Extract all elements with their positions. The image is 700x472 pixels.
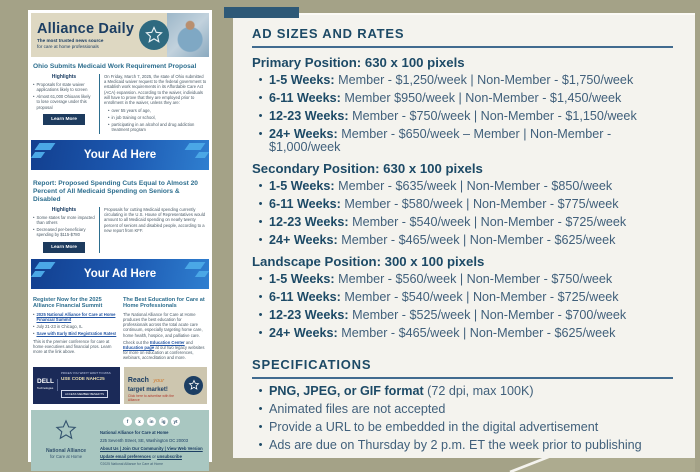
highlight-item: • Almost 61,000 Ohioans likely to lose coverage under this proposal <box>33 94 95 110</box>
highlight-item: • Decreased per-beneficiary spending by $115-$780 <box>33 227 95 237</box>
spec-row: • Provide a URL to be embedded in the digital advertisement <box>252 421 673 434</box>
bullet-icon: • <box>258 421 263 433</box>
ad-banner-label: Your Ad Here <box>83 149 157 162</box>
article-1 <box>33 74 207 135</box>
education-center-link[interactable]: Education Center <box>150 339 185 345</box>
highlight-item: • Some states far more impacted than others <box>33 215 95 225</box>
summit-text: This is the premier conference for care at home executives and financial pros. Learn more at the link above. <box>33 338 112 354</box>
advertise-cta-link[interactable]: Click here to advertise with the Alliance <box>127 394 175 403</box>
banner-chevron-icon <box>195 152 209 158</box>
banner-chevron-icon <box>35 262 56 269</box>
social-icons-row <box>100 417 203 426</box>
banner-chevron-icon <box>31 271 45 277</box>
bullet-icon: • <box>258 74 263 86</box>
bullet-icon: • <box>258 291 263 303</box>
email-preferences-link[interactable]: Update email preferences <box>100 454 151 460</box>
bullet-icon: • <box>258 309 263 321</box>
sponsor-ads-row <box>33 367 207 404</box>
banner-chevron-icon <box>195 271 209 277</box>
spec-row: • Ads are due on Thursday by 2 p.m. ET the week prior to publishing <box>252 439 673 452</box>
banner-chevron-icon <box>185 143 206 150</box>
ad-banner-1[interactable] <box>31 140 209 170</box>
summit-headline: Register Now for the 2025 Alliance Financial Summit <box>33 296 103 310</box>
highlight-item: • Proposals for state waiver applications likely to screen <box>33 82 95 92</box>
footer-address: 225 Seventh Street, SE, Washington DC 20003 <box>100 438 189 444</box>
alliance-star-logo-icon <box>139 20 169 50</box>
ad-rates-panel <box>233 13 695 458</box>
youtube-icon[interactable]: yt <box>171 417 180 426</box>
rate-row: • 12-23 Weeks: Member - $540/week | Non-Member - $725/week <box>252 216 673 229</box>
rate-row: • 1-5 Weeks: Member - $560/week | Non-Member - $750/week <box>252 273 673 286</box>
section-heading-secondary: Secondary Position: 630 x 100 pixels <box>252 161 483 176</box>
your-word: your <box>153 377 165 384</box>
newsletter-title: Alliance Daily <box>37 20 135 37</box>
nurse-photo <box>167 13 209 57</box>
newsletter-preview <box>28 10 212 467</box>
linkedin-icon[interactable]: in <box>147 417 156 426</box>
footer-logo-line1: National Alliance <box>45 448 87 455</box>
rate-row: • 6-11 Weeks: Member - $580/week | Non-Member - $775/week <box>252 198 673 211</box>
dell-ad-button[interactable]: ACCESS MEMBER BENEFITS <box>61 390 108 398</box>
banner-chevron-icon <box>31 152 45 158</box>
footer-logo-line2: for Care at Home <box>49 454 83 460</box>
rates-divider <box>252 46 673 48</box>
accent-bar <box>224 7 299 18</box>
newsletter-footer: National Alliance for Care at Home f x in ig yt National Alliance for Care at Home 225 Seventh Street, SE, Washington DC 20003 About Us | Join Our Community | View Web Version Update email preferences or unsubscribe ©2025 National Alliance for Care at Home <box>31 410 209 471</box>
section-heading-primary: Primary Position: 630 x 100 pixels <box>252 55 465 70</box>
bullet-icon: • <box>258 403 263 415</box>
article-2-body: Proposals for cutting Medicaid spending currently circulating in the U.S. House of Representatives would amount to all Medicaid spending on nearly twenty percent of seniors and disabled people, according to a new report from KFF. <box>104 206 206 233</box>
article-1-headline: Ohio Submits Medicaid Work Requirement Proposal <box>33 63 197 70</box>
education-page-link[interactable]: Education page <box>123 345 155 350</box>
dell-sponsor-ad[interactable]: DELL Technologies PRICES YOU WON'T WANT TO MISS USE CODE NAHC25 ACCESS MEMBER BENEFITS <box>33 367 120 404</box>
reach-word: Reach <box>127 376 149 384</box>
article-body-bullet: • in job training or school, <box>108 115 207 120</box>
article-2-headline: Report: Proposed Spending Cuts Equal to Almost 20 Percent of All Medicaid Spending on Seniors & Disabled <box>33 180 198 203</box>
rate-row: • 12-23 Weeks: Member - $750/week | Non-Member - $1,150/week <box>252 110 673 123</box>
bullet-icon: • <box>258 128 263 140</box>
bullet-icon: • <box>258 198 263 210</box>
alliance-badge-icon <box>184 376 203 395</box>
target-market-text: target market! <box>127 386 168 393</box>
footer-links[interactable]: About Us | Join Our Community | View Web Version <box>100 446 203 452</box>
dell-ad-code: USE CODE NAHC25 <box>60 375 105 381</box>
article-1-body: On Friday, March 7, 2025, the state of Ohio submitted a Medicaid waiver request to the federal government to establish work requirements in its Affordable Care Act (ACA) expansion. According to the waiver, individuals will have to prove that they are employed prior to enrollment in the waiver, unless they are: <box>104 73 207 106</box>
rate-row: • 1-5 Weeks: Member - $635/week | Non-Member - $850/week <box>252 180 673 193</box>
rate-row: • 6-11 Weeks: Member $950/week | Non-Member - $1,450/week <box>252 92 673 105</box>
bottom-articles: Register Now for the 2025 Alliance Financial Summit • 2025 National Alliance for Care at Home Financial Summit • July 21-23 in Chicago, IL • Save with Early Bird Registration Rates! This is the premier conference for care at home executives and financial pros. Learn more at the link above. The Best Education for Care at Home Professionals The National Alliance for Care at Home produces the best education for professionals across the total acute care continuum, especially targeting home care, home health, hospice, and palliative care. Check out the Education Center and Education page at our two legacy websites for more on education at conferences, webinars, accreditation and more. <box>33 297 207 361</box>
newsletter-tagline-1: The most trusted news source <box>37 37 104 43</box>
bullet-icon: • <box>258 439 263 451</box>
rate-row: • 24+ Weeks: Member - $650/week – Member | Non-Member - $1,000/week <box>252 128 673 154</box>
bullet-icon: • <box>258 327 263 339</box>
highlights-title: Highlights <box>51 206 77 213</box>
newsletter-header <box>31 13 209 57</box>
rate-row: • 24+ Weeks: Member - $465/week | Non-Member - $625/week <box>252 327 673 340</box>
article-body-bullet: • over 55 years of age, <box>108 108 207 113</box>
article-2 <box>33 207 207 253</box>
unsubscribe-link[interactable]: unsubscribe <box>157 454 182 460</box>
education-body: The National Alliance for Care at Home produces the best education for professionals across the total acute care continuum, especially targeting home care, home health, hospice, and palliative care. <box>123 311 203 338</box>
newsletter-tagline-2: for care at home professionals <box>37 43 99 49</box>
facebook-icon[interactable]: f <box>123 417 132 426</box>
article-body-bullet: • participating in an alcohol and drug addiction treatment program <box>108 122 207 132</box>
rate-row: • 6-11 Weeks: Member - $540/week | Non-Member - $725/week <box>252 291 673 304</box>
ad-banner-2[interactable] <box>31 259 209 289</box>
bullet-icon: • <box>258 180 263 192</box>
ad-banner-label: Your Ad Here <box>83 267 157 280</box>
spec-row: • PNG, JPEG, or GIF format (72 dpi, max 100K) <box>252 385 673 398</box>
dell-ad-line1: PRICES YOU WON'T WANT TO MISS <box>60 370 111 375</box>
footer-copyright: ©2025 National Alliance for Care at Home <box>100 462 163 467</box>
x-twitter-icon[interactable]: x <box>135 417 144 426</box>
rate-row: • 1-5 Weeks: Member - $1,250/week | Non-Member - $1,750/week <box>252 74 673 87</box>
spec-row: • Animated files are not accepted <box>252 403 673 416</box>
bullet-icon: • <box>258 385 263 397</box>
specs-title: SPECIFICATIONS <box>252 357 372 372</box>
bullet-icon: • <box>258 216 263 228</box>
learn-more-button[interactable]: Learn More <box>43 242 85 253</box>
rate-row: • 24+ Weeks: Member - $465/week | Non-Member - $625/week <box>252 234 673 247</box>
bullet-icon: • <box>258 92 263 104</box>
early-bird-link[interactable]: • Save with Early Bird Registration Rates! <box>36 331 117 337</box>
section-heading-landscape: Landscape Position: 300 x 100 pixels <box>252 254 485 269</box>
highlights-title: Highlights <box>51 73 77 80</box>
summit-link[interactable]: • 2025 National Alliance for Care at Home Financial Summit <box>36 311 116 322</box>
bullet-icon: • <box>258 234 263 246</box>
footer-org-name: National Alliance for Care at Home <box>100 430 169 436</box>
rate-row: • 12-23 Weeks: Member - $525/week | Non-Member - $700/week <box>252 309 673 322</box>
bullet-icon: • <box>258 110 263 122</box>
instagram-icon[interactable]: ig <box>159 417 168 426</box>
dell-logo: DELL <box>37 378 54 386</box>
banner-chevron-icon <box>185 262 206 269</box>
summit-detail: • July 21-23 in Chicago, IL <box>33 324 117 329</box>
specs-divider <box>252 377 673 379</box>
advertise-house-ad[interactable] <box>124 367 207 404</box>
rates-title: AD SIZES AND RATES <box>252 26 405 41</box>
alliance-star-outline-icon <box>55 419 77 441</box>
learn-more-button[interactable]: Learn More <box>43 114 85 125</box>
education-headline: The Best Education for Care at Home Professionals <box>123 296 205 310</box>
bullet-icon: • <box>258 273 263 285</box>
banner-chevron-icon <box>35 143 56 150</box>
